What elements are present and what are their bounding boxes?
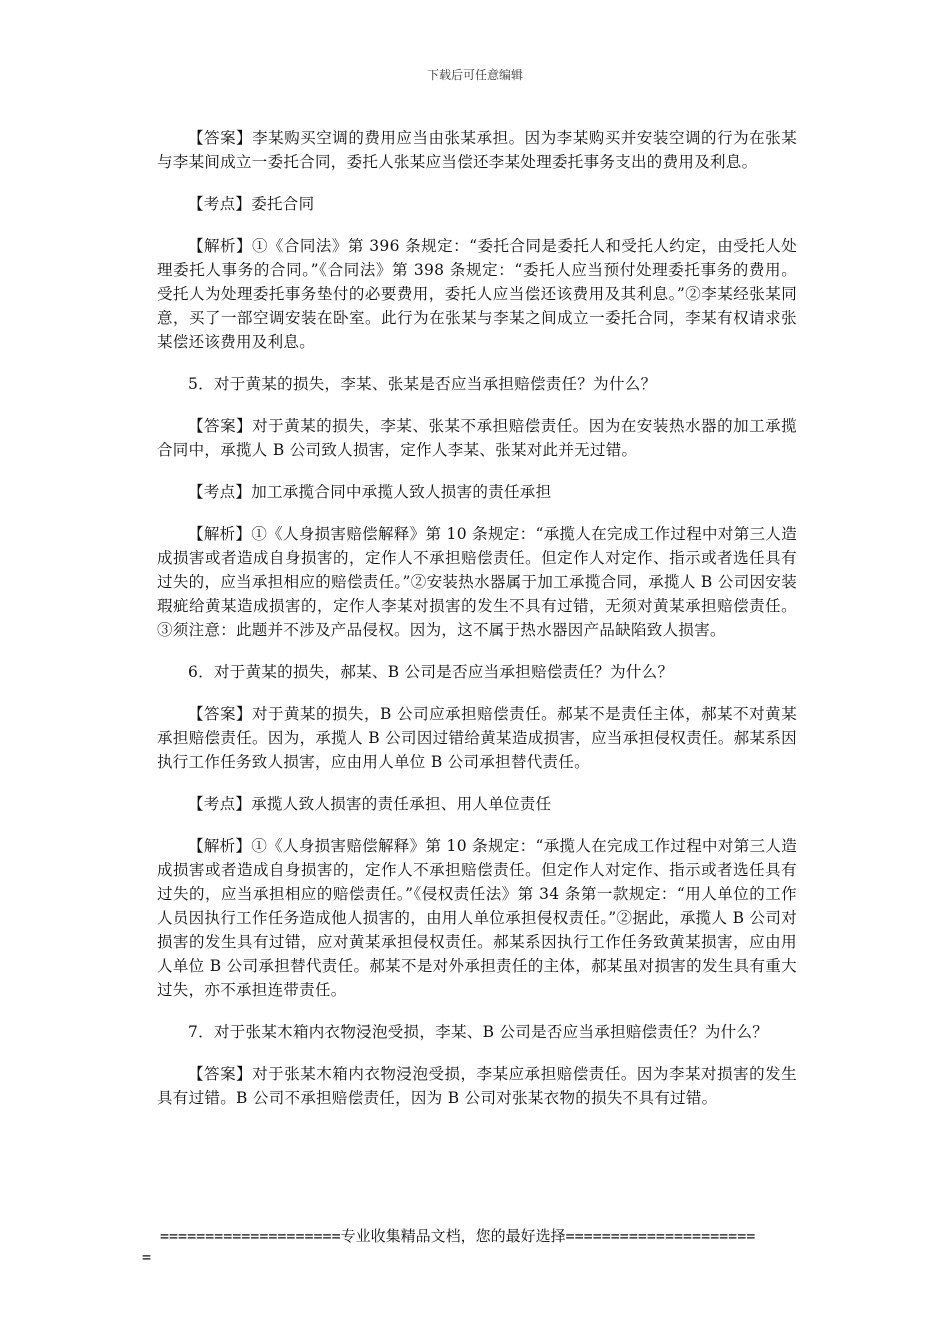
answer-paragraph: 【答案】李某购买空调的费用应当由张某承担。因为李某购买并安装空调的行为在张某与李某间成立一委托合同，委托人张某应当偿还李某处理委托事务支出的费用及利息。 bbox=[157, 129, 797, 171]
key-point-paragraph: 【考点】委托合同 bbox=[188, 195, 315, 213]
key-point-paragraph: 【考点】承揽人致人损害的责任承担、用人单位责任 bbox=[188, 795, 552, 813]
question-6: 6．对于黄某的损失，郝某、B 公司是否应当承担赔偿责任？为什么？ bbox=[188, 663, 674, 681]
question-5: 5．对于黄某的损失，李某、张某是否应当承担赔偿责任？为什么？ bbox=[188, 375, 657, 393]
analysis-paragraph: 【解析】①《人身损害赔偿解释》第 10 条规定：“承揽人在完成工作过程中对第三人造成损害或者造成自身损害的，定作人不承担赔偿责任。但定作人对定作、指示或者选任具有过失的，应当承担相应的赔偿责任。”②安装热水器属于加工承揽合同，承揽人 B 公司因安装瑕疵给黄某造成损害的，定作人李某对损害的发生不具有过错，无须对黄某承担赔偿责任。③须注意：此题并不涉及产品侵权。因为，这不属于热水器因产品缺陷致人损害。 bbox=[157, 525, 797, 639]
analysis-paragraph: 【解析】①《人身损害赔偿解释》第 10 条规定：“承揽人在完成工作过程中对第三人造成损害或者造成自身损害的，定作人不承担赔偿责任。但定作人对定作、指示或者选任具有过失的，应当承担相应的赔偿责任。”《侵权责任法》第 34 条第一款规定：“用人单位的工作人员因执行工作任务造成他人损害的，由用人单位承担侵权责任。”②据此，承揽人 B 公司对损害的发生具有过错，应对黄某承担侵权责任。郝某系因执行工作任务致黄某损害，应由用人单位 B 公司承担替代责任。郝某不是对外承担责任的主体，郝某虽对损害的发生具有重大过失，亦不承担连带责任。 bbox=[157, 837, 797, 999]
footer-banner-overflow: = bbox=[142, 1248, 152, 1266]
page-footer bbox=[142, 1226, 812, 1268]
analysis-paragraph: 【解析】①《合同法》第 396 条规定：“委托合同是委托人和受托人约定，由受托人处理委托人事务的合同。”《合同法》第 398 条规定：“委托人应当预付处理委托事务的费用。受托人为处理委托事务垫付的必要费用，委托人应当偿还该费用及其利息。”②李某经张某同意，买了一部空调安装在卧室。此行为在张某与李某之间成立一委托合同，李某有权请求张某偿还该费用及利息。 bbox=[157, 237, 797, 351]
answer-paragraph: 【答案】对于张某木箱内衣物浸泡受损，李某应承担赔偿责任。因为李某对损害的发生具有过错。B 公司不承担赔偿责任，因为 B 公司对张某衣物的损失不具有过错。 bbox=[157, 1065, 797, 1107]
footer-banner: ====================专业收集精品文档，您的最好选择===================== bbox=[160, 1227, 756, 1245]
key-point-paragraph: 【考点】加工承揽合同中承揽人致人损害的责任承担 bbox=[188, 483, 552, 501]
answer-paragraph: 【答案】对于黄某的损失，B 公司应承担赔偿责任。郝某不是责任主体，郝某不对黄某承担赔偿责任。因为，承揽人 B 公司因过错给黄某造成损害，应当承担侵权责任。郝某系因执行工作任务致人损害，应由用人单位 B 公司承担替代责任。 bbox=[157, 705, 797, 771]
document-body bbox=[157, 126, 797, 1128]
page-header: 下载后可任意编辑 bbox=[426, 68, 523, 82]
question-7: 7．对于张某木箱内衣物浸泡受损，李某、B 公司是否应当承担赔偿责任？为什么？ bbox=[188, 1023, 769, 1041]
answer-paragraph: 【答案】对于黄某的损失，李某、张某不承担赔偿责任。因为在安装热水器的加工承揽合同中，承揽人 B 公司致人损害，定作人李某、张某对此并无过错。 bbox=[157, 417, 797, 459]
